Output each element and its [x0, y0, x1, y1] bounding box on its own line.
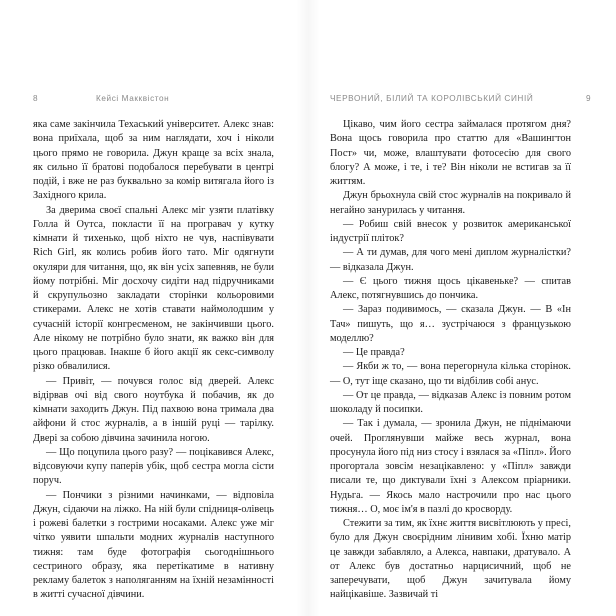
paragraph: — Якби ж то, — вона перегорнула кілька сторінок. — О, тут іще сказано, що ти відбілив собі анус. — [330, 361, 571, 387]
running-head-author: Кейсі Макквістон — [96, 94, 170, 103]
paragraph: — От це правда, — відказав Алекс із повним ротом шоколаду й посипки. — [330, 389, 571, 415]
right-page — [308, 0, 616, 616]
page-number: 8 — [33, 94, 39, 103]
paragraph: — Робиш свій внесок у розвиток американської індустрії пліток? — [330, 218, 571, 244]
paragraph: — Пончики з різними начинками, — відповіла Джун, сідаючи на ліжко. На ній були спідниця-олівець і рожеві балетки з гострими носаками. Алекс уже міг чітко уявити шпальти модних журналів наступного тижня: там буде фотографія сьогоднішнього сестриного образу, яка перетікатиме в нативну рекламу балеток з наполяганням на їхній незамінності в житті сучасної дівчини. — [33, 489, 274, 601]
paragraph: — Привіт, — почувся голос від дверей. Алекс відірвав очі від свого ноутбука й побачив, як до кімнати заходить Джун. Під пахвою вона тримала два айфони й стос журналів, а в іншій руці — тарілку. Двері за собою дівчина зачинила ногою. — [33, 375, 274, 444]
paragraph: Джун брьохнула свій стос журналів на покривало й негайно занурилась у читання. — [330, 190, 571, 216]
right-page-body — [330, 118, 571, 603]
left-page-body — [33, 118, 274, 603]
paragraph: За дверима своєї спальні Алекс міг узяти платівку Голла й Оутса, покласти її на програвач у кутку кімнати й тихенько, щоб ніхто не чув, наспівувати Rich Girl, як колись робив його тато. Міг одягнути окуляри для читання, що, як він усіх запевняв, не були йому потрібні. Міг досхочу сидіти над підручниками й скрупульозно закладати сторінки кольоровими стикерами. Алекс не хотів ставати наймолодшим у сучасній історії конгресменом, не закінчивши цього. Але нікому не потрібно було знати, як важко він для цього працював. Інакше б його акції як секс-символу різко обвалилися. — [33, 204, 274, 373]
paragraph: Стежити за тим, як їхнє життя висвітлюють у пресі, було для Джун своєрідним лінивим хобі. Їхню матір це завжди забавляло, а Алекса, навпаки, дратувало. А от Алекс був достатньо нарцисичний, щоб не заперечувати, щоб Джун зачитувала йому найцікавіше. Зазвичай ті — [330, 518, 571, 601]
paragraph: яка саме закінчила Техаський університет. Алекс знав: вона приїхала, щоб за ним наглядати, хоч і ніколи цього прямо не говорила. Джун краще за всіх знала, як сильно її братові подобалося перебувати в центрі подій, і вже не раз буквально за комір витягала його із Західного крила. — [33, 119, 274, 202]
paragraph: — Це правда? — [343, 347, 405, 358]
paragraph: — А ти думав, для чого мені диплом журналістки? — відказала Джун. — [330, 247, 571, 273]
paragraph: — Що поцупила цього разу? — поцікавився Алекс, відсовуючи купу паперів убік, щоб сестра могла сісти поруч. — [33, 446, 274, 487]
paragraph: — Є цього тижня щось цікавеньке? — спитав Алекс, потягнувшись до пончика. — [330, 275, 571, 301]
paragraph: — Так і думала, — зронила Джун, не піднімаючи очей. Проглянувши майже весь журнал, вона просунула його під низ стосу і взялася за «Піпл». Його прогорталa зовсім незацікавлено: у «Піпл» завжди писали те, що диктували їхні з Алексом пріарники. Нудьга. — Якось мало настрочили про нас цього тижня… О, моє ім'я в пазлі до кросворду. — [330, 418, 571, 515]
page-number: 9 — [586, 94, 592, 103]
paragraph: — Зараз подивимось, — сказала Джун. — В «Ін Тач» пишуть, що я… зустрічаюся з французькою моделлю? — [330, 304, 571, 344]
running-head-title: ЧЕРВОНИЙ, БІЛИЙ ТА КОРОЛІВСЬКИЙ СИНІЙ — [330, 94, 534, 103]
paragraph: Цікаво, чим його сестра займалася протягом дня? Вона щось говорила про статтю для «Вашингтон Пост» чи, може, влаштувати фотосесію для свого блогу? А може, і те, і те? Він ніколи не встигав за її життям. — [330, 119, 571, 187]
